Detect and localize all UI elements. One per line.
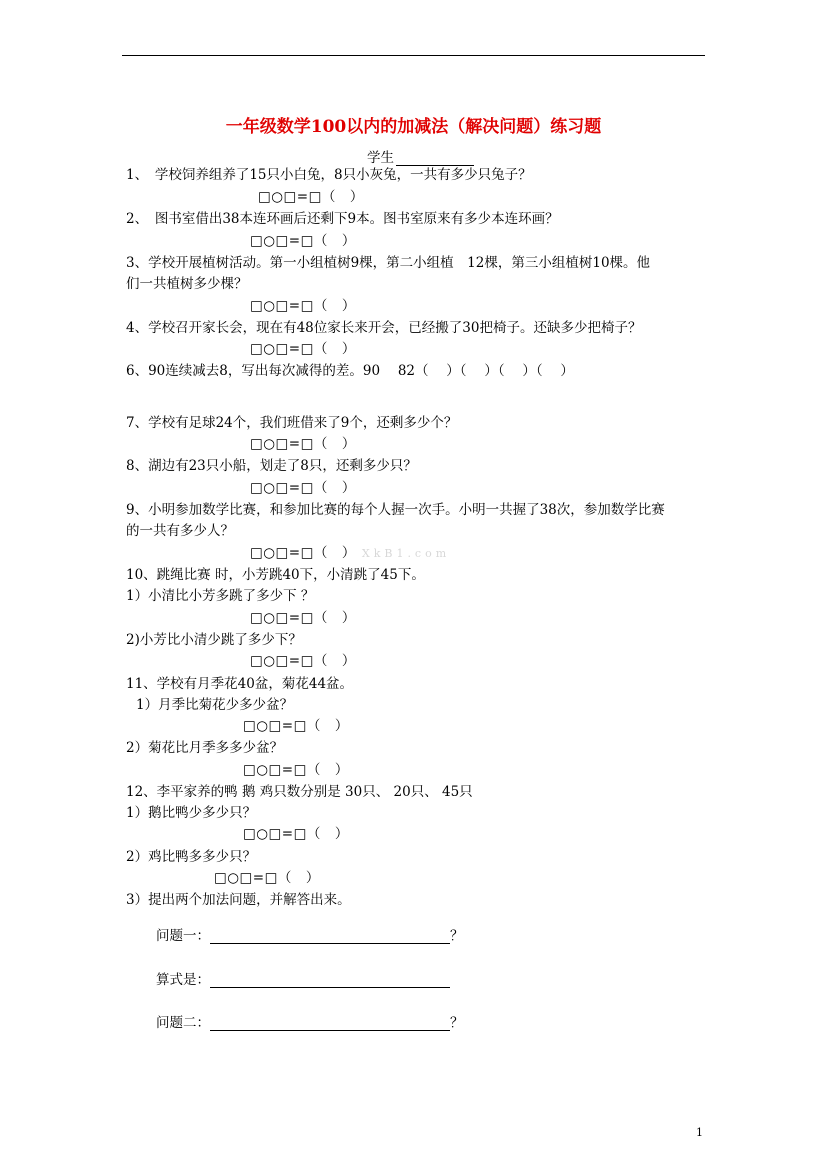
student-name-field[interactable] [367,146,474,166]
question-line: 的一共有多少人？ [126,523,234,539]
answer-label: 问题一： [156,928,210,944]
formula-blank[interactable]: □○□=□（ ） [250,341,356,357]
question-line: 2)小芳比小清少跳了多少下？ [126,632,302,648]
answer-line-question-2[interactable] [156,1011,464,1031]
formula-blank[interactable]: □○□=□（ ） [250,436,356,452]
student-name-blank[interactable] [396,151,474,166]
question-line: 12、李平家养的鸭 鹅 鸡只数分别是 30只、 20只、 45只 [126,784,473,800]
question-line: 1）小清比小芳多跳了多少下 ？ [126,588,315,604]
header-rule [122,55,705,56]
answer-blank[interactable] [210,1016,450,1031]
page-title: 一年级数学100以内的加减法（解决问题）练习题 [225,117,602,137]
formula-blank[interactable]: □○□=□（ ） [258,189,364,205]
formula-blank[interactable]: □○□=□（ ） [243,826,349,842]
question-line: 7、学校有足球24个，我们班借来了9个，还剩多少个？ [126,415,458,431]
formula-blank[interactable]: □○□=□（ ） [250,233,356,249]
question-line: 6、90连续减去8，写出每次减得的差。90 82（ ）（ ）（ ）（ ） [126,363,574,379]
question-line: 1）月季比菊花少多少盆？ [136,697,294,713]
student-label: 学生 [367,150,394,166]
question-line: 1、 学校饲养组养了15只小白兔，8只小灰兔，一共有多少只兔子？ [126,167,532,183]
answer-label: 问题二： [156,1015,210,1031]
question-line: 2）菊花比月季多多少盆？ [126,740,284,756]
formula-blank[interactable]: □○□=□（ ） [250,545,356,561]
question-line: 10、跳绳比赛 时，小芳跳40下，小清跳了45下。 [126,567,425,583]
formula-blank[interactable]: □○□=□（ ） [250,610,356,626]
formula-row-with-watermark [250,545,450,562]
answer-end: ？ [450,928,464,944]
question-line: 4、学校召开家长会，现在有48位家长来开会，已经搬了30把椅子。还缺多少把椅子？ [126,320,642,336]
question-line: 8、湖边有23只小船，划走了8只，还剩多少只？ [126,458,417,474]
question-line: 9、小明参加数学比赛，和参加比赛的每个人握一次手。小明一共握了38次，参加数学比赛 [126,502,665,518]
answer-end: ？ [450,1015,464,1031]
formula-blank[interactable]: □○□=□（ ） [243,718,349,734]
answer-blank[interactable] [210,929,450,944]
answer-line-question-1[interactable] [156,924,464,944]
answer-blank[interactable] [210,973,450,988]
question-line: 2、 图书室借出38本连环画后还剩下9本。图书室原来有多少本连环画？ [126,211,559,227]
formula-blank[interactable]: □○□=□（ ） [214,870,320,886]
formula-blank[interactable]: □○□=□（ ） [250,480,356,496]
question-line: 11、学校有月季花40盆，菊花44盆。 [126,676,354,692]
watermark: XkB1.com [361,547,451,560]
question-line: 3、学校开展植树活动。第一小组植树9棵，第二小组植 12棵，第三小组植树10棵。他 [126,255,651,271]
formula-blank[interactable]: □○□=□（ ） [250,653,356,669]
question-line: 3）提出两个加法问题，并解答出来。 [126,892,351,908]
answer-line-formula[interactable] [156,968,450,988]
formula-blank[interactable]: □○□=□（ ） [243,762,349,778]
answer-label: 算式是： [156,972,210,988]
question-line: 们一共植树多少棵？ [126,276,248,292]
page-number: 1 [696,1126,703,1139]
question-line: 1）鹅比鸭少多少只？ [126,805,257,821]
formula-blank[interactable]: □○□=□（ ） [250,298,356,314]
question-line: 2）鸡比鸭多多少只？ [126,849,257,865]
